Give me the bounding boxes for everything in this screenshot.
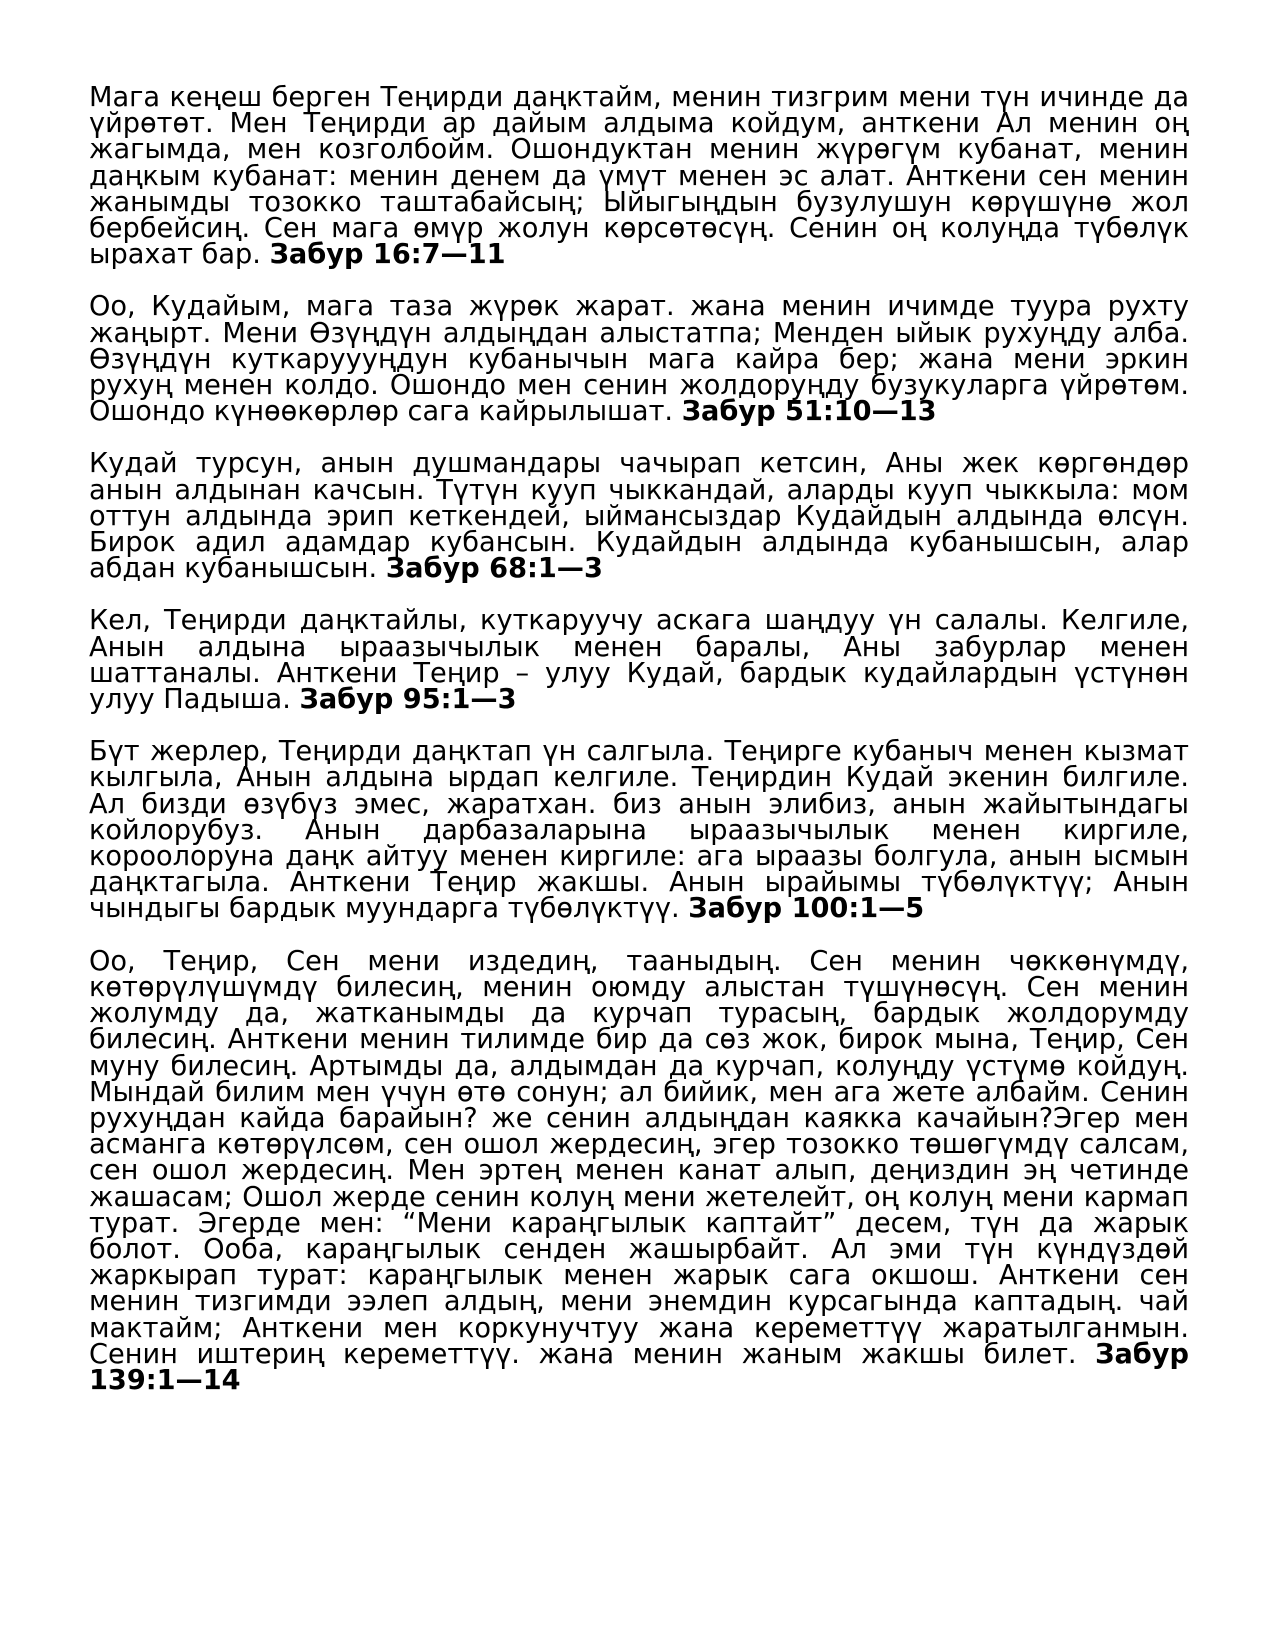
passage-psalm-51 — [89, 291, 1189, 428]
passage-text: Оо, Теңир, Сен мени издедиң, тааныдың. Сен менин чөккөнүмдү, көтөрүлүшүмдү билесиң, менин оюмду алыстан түшүнөсүң. Сен менин жолумду да, жатканымды да курчап турасың, бардык жолдорумду билесиң. Анткени менин тилимде бир да сөз жок, бирок мына, Теңир, Сен муну билесиң. Артымды да, алдымдан да курчап, колуңду үстүмө койдуң. Мындай билим мен үчүн өтө сонун; ал бийик, мен ага жете албайм. Сенин рухуңдан кайда барайын? же сенин алдыңдан каякка качайын?Эгер мен асманга көтөрүлсөм, сен ошол жердесиң, эгер тозокко төшөгүмдү салсам, сен ошол жердесиң. Мен эртең менен канат алып, деңиздин эң четинде жашасам; Ошол жерде сенин колуң мени жетелейт, оң колуң мени кармап турат. Эгерде мен: “Мени караңгылык каптайт” десем, түн да жарык болот. Ооба, караңгылык сенден жашырбайт. Ал эми түн күндүздөй жаркырап турат: караңгылык менен жарык сага окшош. Анткени сен менин тизгимди ээлеп алдың, мени энемдин курсагында каптадың. чай мактайм; Анткени мен коркунучтуу жана кереметтүү жаратылганмын. Сенин иштериң кереметтүү. жана менин жаным жакшы билет. — [89, 945, 1189, 1370]
passage-psalm-16 — [89, 82, 1189, 271]
passage-psalm-100 — [89, 736, 1189, 925]
passage-text: Мага кеңеш берген Теңирди даңктайм, менин тизгрим мени түн ичинде да үйрөтөт. Мен Теңирди ар дайым алдыма койдум, анткени Ал менин оң жагымда, мен козголбойм. Ошондуктан менин жүрөгүм кубанат, менин даңкым кубанат: менин денем да үмүт менен эс алат. Анткени сен менин жанымды тозокко таштабайсың; Ыйыгыңдын бузулушун көрүшүнө жол бербейсиң. Сен мага өмүр жолун көрсөтөсүң. Сенин оң колуңда түбөлүк ырахат бар. — [89, 82, 1189, 271]
scripture-reference: Забур 16:7—11 — [269, 239, 506, 271]
scripture-reference: Забур 139:1—14 — [89, 1338, 1189, 1396]
scripture-reference: Забур 51:10—13 — [681, 396, 937, 428]
passage-text: Кудай турсун, анын душмандары чачырап кетсин, Аны жек көргөндөр анын алдынан качсын. Түтүн кууп чыккандай, аларды кууп чыккыла: мом оттун алдында эрип кеткендей, ыймансыздар Кудайдын алдында өлсүн. Бирок адил адамдар кубансын. Кудайдын алдында кубанышсын, алар абдан кубанышсын. — [89, 448, 1189, 585]
passage-psalm-139 — [89, 945, 1189, 1396]
passage-psalm-95 — [89, 605, 1189, 716]
scripture-reference: Забур 100:1—5 — [688, 893, 925, 925]
passage-text: Кел, Теңирди даңктайлы, куткаруучу аскага шаңдуу үн салалы. Келгиле, Анын алдына ыраазычылык менен баралы, Аны забурлар менен шаттаналы. Анткени Теңир – улуу Кудай, бардык кудайлардын үстүнөн улуу Падыша. — [89, 605, 1189, 716]
passage-text: Оо, Кудайым, мага таза жүрөк жарат. жана менин ичимде туура рухту жаңырт. Мени Өзүңдүн алдыңдан алыстатпа; Менден ыйык рухуңду алба. Өзүңдүн куткаруууңдун кубанычын мага кайра бер; жана мени эркин рухуң менен колдо. Ошондо мен сенин жолдоруңду бузукуларга үйрөтөм. Ошондо күнөөкөрлөр сага кайрылышат. — [89, 291, 1189, 428]
scripture-reference: Забур 95:1—3 — [299, 684, 517, 716]
passage-psalm-68 — [89, 448, 1189, 585]
document-page — [89, 82, 1189, 1420]
scripture-reference: Забур 68:1—3 — [385, 553, 603, 585]
passage-text: Бүт жерлер, Теңирди даңктап үн салгыла. Теңирге кубаныч менен кызмат кылгыла, Анын алдына ырдап келгиле. Теңирдин Кудай экенин билгиле. Ал бизди өзүбүз эмес, жаратхан. биз анын элибиз, анын жайытындагы койлорубуз. Анын дарбазаларына ыраазычылык менен киргиле, короолоруна даңк айтуу менен киргиле: ага ыраазы болгула, анын ысмын даңктагыла. Анткени Теңир жакшы. Анын ырайымы түбөлүктүү; Анын чындыгы бардык муундарга түбөлүктүү. — [89, 736, 1189, 925]
